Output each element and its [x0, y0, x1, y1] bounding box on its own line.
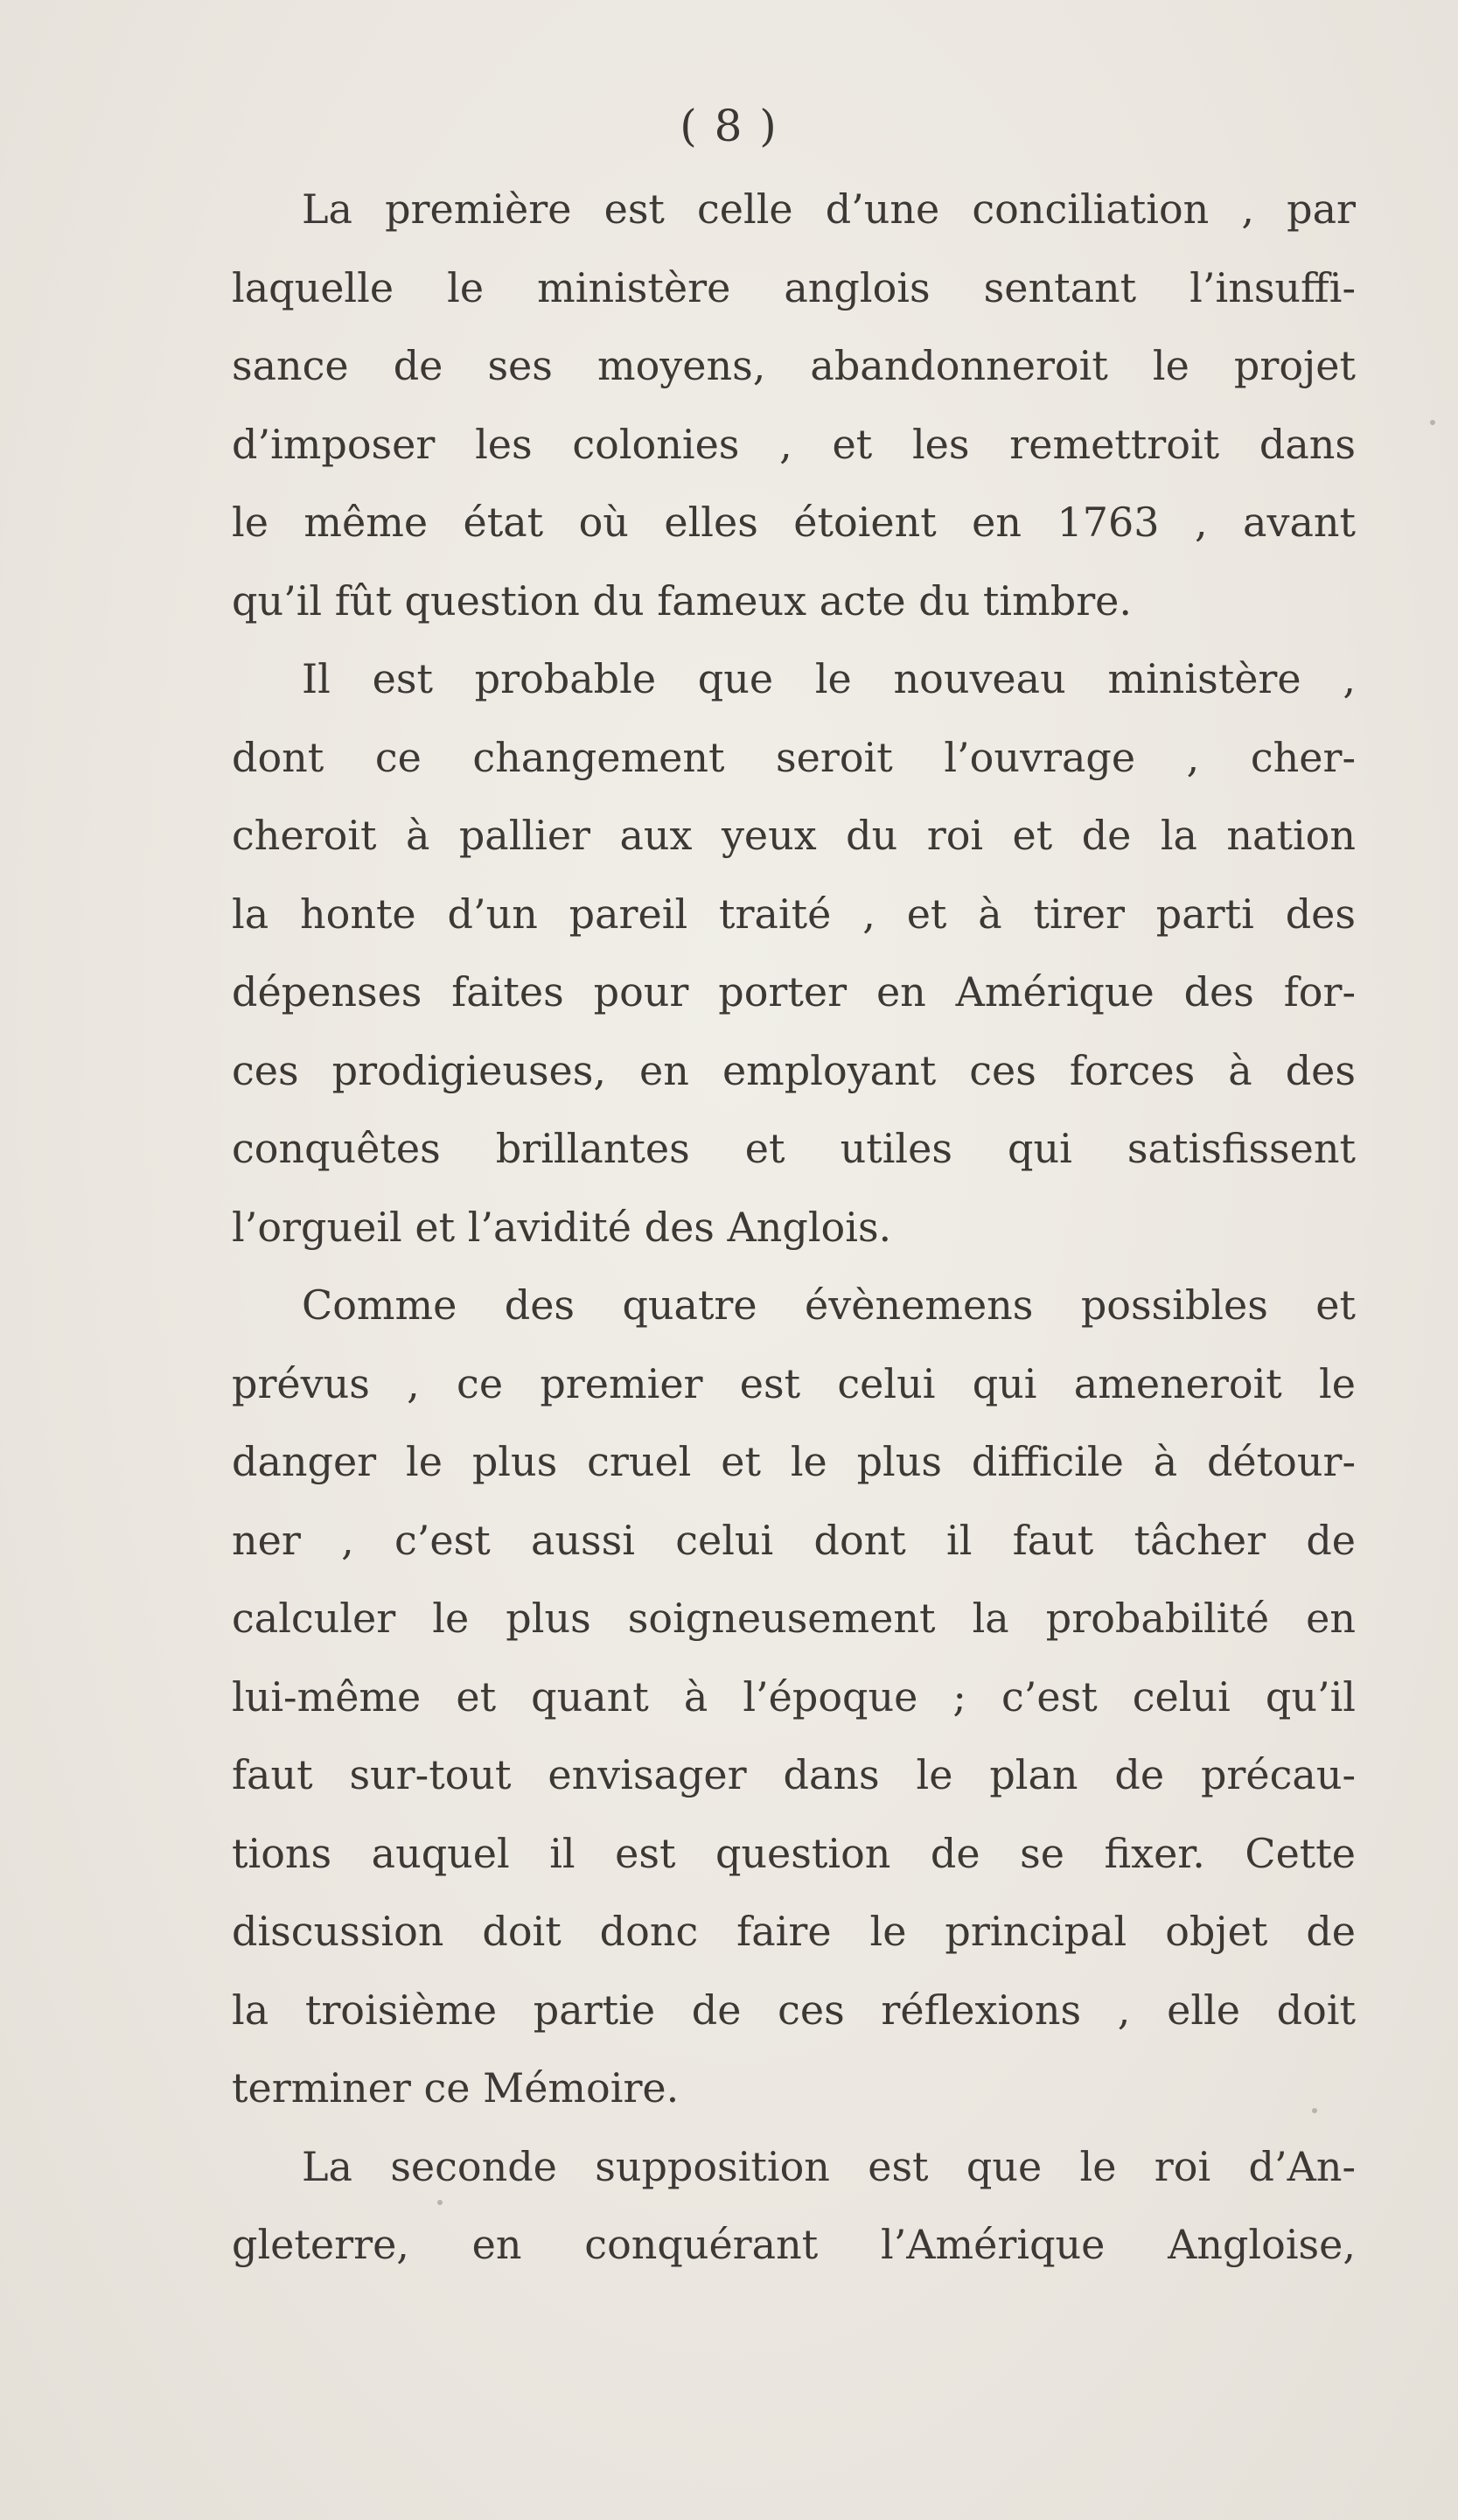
- text-line: ner , c’est aussi celui dont il faut tâcher de: [232, 1516, 1356, 1564]
- text-line: qu’il fût question du fameux acte du timbre.: [232, 576, 1133, 625]
- text-line: gleterre, en conquérant l’Amérique Angloise,: [232, 2221, 1356, 2268]
- text-line: la troisième partie de ces réflexions , elle doit: [232, 1986, 1356, 2034]
- text-line: dont ce changement seroit l’ouvrage , cher-: [232, 733, 1356, 781]
- text-line: calculer le plus soigneusement la probabilité en: [232, 1595, 1356, 1642]
- text-line: Il est probable que le nouveau ministère ,: [302, 655, 1356, 702]
- text-line: cheroit à pallier aux yeux du roi et de la nation: [232, 812, 1356, 859]
- text-line: discussion doit donc faire le principal objet de: [232, 1908, 1356, 1955]
- text-line: le même état où elles étoient en 1763 , avant: [232, 499, 1356, 546]
- text-line: danger le plus cruel et le plus difficile à détour-: [232, 1438, 1356, 1485]
- text-line: ces prodigieuses, en employant ces forces à des: [232, 1046, 1356, 1094]
- text-line: conquêtes brillantes et utiles qui satisfissent: [232, 1125, 1356, 1172]
- text-line: laquelle le ministère anglois sentant l’insuffi-: [232, 263, 1356, 311]
- text-line: tions auquel il est question de se fixer. Cette: [232, 1829, 1356, 1877]
- text-line: Comme des quatre évènemens possibles et: [302, 1281, 1356, 1329]
- text-line: l’orgueil et l’avidité des Anglois.: [232, 1203, 892, 1251]
- page-number: ( 8 ): [680, 101, 778, 151]
- text-line: la honte d’un pareil traité , et à tirer parti des: [232, 890, 1356, 938]
- text-line: faut sur-tout envisager dans le plan de précau-: [232, 1751, 1356, 1798]
- text-line: sance de ses moyens, abandonneroit le projet: [232, 342, 1356, 389]
- text-line: d’imposer les colonies , et les remettroit dans: [232, 420, 1356, 468]
- paper-speck: [1430, 420, 1435, 425]
- paper-speck: [1312, 2108, 1317, 2113]
- text-line: La seconde supposition est que le roi d’An-: [302, 2142, 1356, 2190]
- body-text: [232, 171, 1356, 2285]
- paper-speck: [437, 2200, 443, 2205]
- text-line: lui-même et quant à l’époque ; c’est celui qu’il: [232, 1672, 1356, 1721]
- text-line: La première est celle d’une conciliation , par: [302, 185, 1356, 233]
- text-line: prévus , ce premier est celui qui ameneroit le: [232, 1359, 1356, 1407]
- text-line: dépenses faites pour porter en Amérique des for-: [232, 968, 1356, 1016]
- text-line: terminer ce Mémoire.: [232, 2064, 680, 2112]
